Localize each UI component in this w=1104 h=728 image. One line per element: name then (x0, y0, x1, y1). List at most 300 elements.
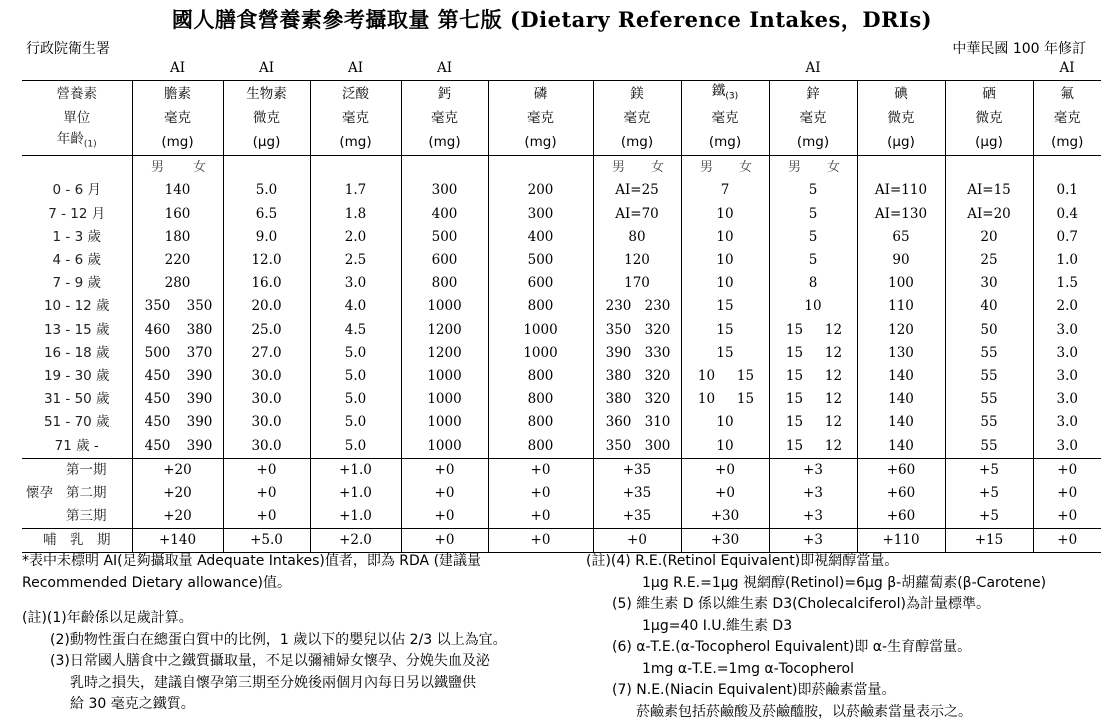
value-cell: +35 (593, 505, 681, 529)
nutrient-header: 鋅 (769, 81, 857, 108)
value-cell: 1000 (401, 434, 488, 458)
value-cell: +0 (593, 529, 681, 553)
ai-mark (945, 57, 1033, 81)
value-cell: 7 (681, 179, 769, 202)
unit-abbrev: (mg) (310, 129, 401, 156)
value-cell (593, 319, 681, 342)
ai-mark: AI (347, 60, 364, 76)
sex-value: 12 (824, 321, 843, 338)
sex-value: 390 (186, 367, 213, 384)
sex-value: 450 (144, 414, 171, 431)
sex-value: 380 (605, 391, 632, 408)
value-cell: 1000 (488, 342, 593, 365)
value-cell: +60 (857, 458, 945, 482)
value-cell: 3.0 (310, 272, 401, 295)
value-cell: 15 (681, 295, 769, 318)
value-cell: +0 (1033, 482, 1101, 505)
nutrient-header-label: 營養素 (22, 81, 132, 108)
footnote-line: 菸鹼素包括菸鹼酸及菸鹼醯胺，以菸鹼素當量表示之。 (636, 703, 972, 720)
value-cell: 15 (681, 319, 769, 342)
sex-value: 男 (150, 160, 164, 176)
value-cell: 1000 (401, 388, 488, 411)
table-row (22, 203, 1101, 226)
sex-value: 15 (785, 437, 804, 454)
table-row (22, 129, 1101, 156)
value-cell (593, 434, 681, 458)
value-cell: +0 (681, 482, 769, 505)
value-cell: +35 (593, 482, 681, 505)
table-row (22, 295, 1101, 318)
sex-value: 380 (605, 367, 632, 384)
value-cell: 200 (488, 179, 593, 202)
age-group: 10 - 12 歲 (43, 298, 110, 315)
value-cell: 0.1 (1033, 179, 1101, 202)
age-group: 7 - 12 月 (48, 205, 106, 222)
value-cell: 800 (488, 434, 593, 458)
value-cell: 3.0 (1033, 388, 1101, 411)
value-cell: 5 (769, 179, 857, 202)
value-cell: 3.0 (1033, 342, 1101, 365)
value-cell: +110 (857, 529, 945, 553)
nutrient-header: 泛酸 (310, 81, 401, 108)
value-cell: +0 (401, 458, 488, 482)
sex-value: 460 (144, 321, 171, 338)
value-cell: 800 (488, 365, 593, 388)
document-title: 國人膳食營養素參考攝取量 第七版 (Dietary Reference Intakes，DRIs) (171, 7, 933, 32)
value-cell: 2.0 (1033, 295, 1101, 318)
value-cell (310, 156, 401, 180)
age-header-label: 年齡$_{(1)}$ (22, 129, 132, 156)
value-cell: 5 (769, 249, 857, 272)
lactation-label: 哺 乳 期 (22, 529, 132, 553)
value-cell: 50 (945, 319, 1033, 342)
ai-mark (857, 57, 945, 81)
value-cell: 4.5 (310, 319, 401, 342)
value-cell (593, 295, 681, 318)
value-cell: 25 (945, 249, 1033, 272)
table-body (22, 57, 1101, 553)
value-cell: +0 (223, 505, 310, 529)
value-cell: 5.0 (223, 179, 310, 202)
value-cell: +5 (945, 458, 1033, 482)
value-cell: 3.0 (1033, 411, 1101, 434)
value-cell: +3 (769, 505, 857, 529)
pregnancy-stage (22, 505, 132, 529)
ai-mark (593, 57, 681, 81)
value-cell: +0 (401, 505, 488, 529)
value-cell: 800 (401, 272, 488, 295)
value-cell: 600 (488, 272, 593, 295)
value-cell: 400 (401, 203, 488, 226)
sex-value: 15 (736, 367, 755, 384)
sex-value: 15 (736, 391, 755, 408)
value-cell: 140 (857, 365, 945, 388)
sex-value: 女 (738, 160, 752, 176)
unit-header: 毫克 (488, 108, 593, 129)
value-cell: +0 (223, 458, 310, 482)
value-cell: +0 (1033, 529, 1101, 553)
nutrient-header: 磷 (488, 81, 593, 108)
sex-value: 320 (644, 391, 671, 408)
footnote-line: Recommended Dietary allowance)值。 (22, 574, 292, 591)
value-cell: 500 (401, 226, 488, 249)
pregnancy-stage (22, 482, 132, 505)
value-cell: 400 (488, 226, 593, 249)
value-cell: 10 (681, 249, 769, 272)
sex-value: 男 (787, 160, 801, 176)
value-cell: 140 (857, 434, 945, 458)
value-cell: 5.0 (310, 434, 401, 458)
value-cell: 10 (681, 411, 769, 434)
value-cell: +20 (132, 505, 223, 529)
footnote-line: (6) α-T.E.(α-Tocopherol Equivalent)即 α-生育醇當量。 (612, 639, 972, 655)
ai-mark: AI (1059, 60, 1075, 76)
unit-header: 微克 (857, 108, 945, 129)
value-cell: 20.0 (223, 295, 310, 318)
sex-value: 320 (644, 367, 671, 384)
sex-value: 500 (144, 344, 171, 361)
value-cell: +35 (593, 458, 681, 482)
sex-value: 360 (605, 414, 632, 431)
sex-label-cell (593, 156, 681, 180)
sex-value: 15 (785, 344, 804, 361)
value-cell: 2.5 (310, 249, 401, 272)
value-cell: +30 (681, 529, 769, 553)
table-row (22, 319, 1101, 342)
ai-mark: AI (258, 60, 275, 76)
value-cell (945, 156, 1033, 180)
ai-mark: AI (436, 60, 453, 76)
unit-abbrev: (mg) (1033, 129, 1101, 156)
value-cell: 30.0 (223, 365, 310, 388)
value-cell: 1000 (401, 411, 488, 434)
unit-abbrev: (mg) (681, 129, 769, 156)
age-group: 1 - 3 歲 (52, 228, 101, 245)
sex-value: 380 (186, 321, 213, 338)
value-cell: 1000 (488, 319, 593, 342)
age-group: 51 - 70 歲 (43, 414, 110, 431)
footnote-line: (註)(4) R.E.(Retinol Equivalent)即視網醇當量。 (586, 553, 899, 569)
value-cell: 180 (132, 226, 223, 249)
value-cell: 1.0 (1033, 249, 1101, 272)
table-row (22, 81, 1101, 108)
value-cell: 30.0 (223, 388, 310, 411)
value-cell (132, 388, 223, 411)
table-row (22, 388, 1101, 411)
value-cell: 800 (488, 411, 593, 434)
sex-value: 350 (605, 321, 632, 338)
nutrient-header: 碘 (857, 81, 945, 108)
value-cell: +60 (857, 505, 945, 529)
value-cell: 10 (681, 434, 769, 458)
age-group: 4 - 6 歲 (52, 252, 101, 269)
age-group: 0 - 6 月 (52, 182, 101, 199)
table-row (22, 411, 1101, 434)
table-row (22, 505, 1101, 529)
value-cell: 600 (401, 249, 488, 272)
value-cell (593, 388, 681, 411)
nutrient-header: 鈣 (401, 81, 488, 108)
value-cell: +5.0 (223, 529, 310, 553)
nutrient-header: 氟 (1033, 81, 1101, 108)
value-cell: AI=15 (945, 179, 1033, 202)
value-cell (1033, 156, 1101, 180)
value-cell (857, 156, 945, 180)
value-cell: 170 (593, 272, 681, 295)
table-row (22, 156, 1101, 180)
unit-abbrev: (μg) (945, 129, 1033, 156)
value-cell: 110 (857, 295, 945, 318)
revision-date: 中華民國 100 年修訂 (952, 41, 1086, 57)
unit-header: 毫克 (769, 108, 857, 129)
value-cell: +20 (132, 482, 223, 505)
value-cell: 280 (132, 272, 223, 295)
sex-value: 女 (192, 160, 206, 176)
sex-label-cell (681, 156, 769, 180)
notes-right (586, 551, 1046, 723)
sex-value: 10 (697, 367, 716, 384)
value-cell: 120 (593, 249, 681, 272)
value-cell: 10 (681, 272, 769, 295)
value-cell: 3.0 (1033, 434, 1101, 458)
value-cell: 0.7 (1033, 226, 1101, 249)
value-cell: 55 (945, 388, 1033, 411)
value-cell: 55 (945, 434, 1033, 458)
sex-value: 女 (650, 160, 664, 176)
value-cell: +60 (857, 482, 945, 505)
value-cell: 100 (857, 272, 945, 295)
table-row (22, 272, 1101, 295)
value-cell: +1.0 (310, 458, 401, 482)
sex-value: 390 (605, 344, 632, 361)
value-cell (769, 342, 857, 365)
age-group: 16 - 18 歲 (43, 344, 110, 361)
sex-value: 12 (824, 437, 843, 454)
value-cell: 1.7 (310, 179, 401, 202)
value-cell (132, 295, 223, 318)
sex-value: 10 (697, 391, 716, 408)
footnote-line: (5) 維生素 D 係以維生素 D3(Cholecalciferol)為計量標準。 (612, 596, 990, 612)
ai-mark (681, 57, 769, 81)
unit-header: 毫克 (310, 108, 401, 129)
sex-value: 男 (699, 160, 713, 176)
unit-abbrev: (mg) (401, 129, 488, 156)
sex-value: 450 (144, 391, 171, 408)
table-row (22, 342, 1101, 365)
value-cell: 160 (132, 203, 223, 226)
sex-value: 450 (144, 367, 171, 384)
stage-label: 第一期 (66, 461, 107, 478)
value-cell: 140 (857, 411, 945, 434)
dri-table (22, 57, 1101, 553)
value-cell: 2.0 (310, 226, 401, 249)
value-cell: 25.0 (223, 319, 310, 342)
value-cell: +0 (488, 482, 593, 505)
unit-abbrev: (μg) (857, 129, 945, 156)
age-group: 31 - 50 歲 (43, 391, 110, 408)
value-cell (401, 156, 488, 180)
value-cell: 30.0 (223, 411, 310, 434)
footnote-line: 乳時之損失，建議自懷孕第三期至分娩後兩個月內每日另以鐵鹽供 (70, 674, 476, 691)
value-cell: +5 (945, 482, 1033, 505)
value-cell: 12.0 (223, 249, 310, 272)
unit-header: 毫克 (401, 108, 488, 129)
age-group: 13 - 15 歲 (43, 321, 110, 338)
value-cell: +20 (132, 458, 223, 482)
sex-value: 230 (605, 298, 632, 315)
value-cell: 8 (769, 272, 857, 295)
value-cell (681, 388, 769, 411)
value-cell (769, 411, 857, 434)
sex-value: 330 (644, 344, 671, 361)
value-cell: 500 (488, 249, 593, 272)
value-cell: 90 (857, 249, 945, 272)
value-cell: +0 (488, 458, 593, 482)
sex-value: 15 (785, 321, 804, 338)
sex-value: 12 (824, 391, 843, 408)
issuer: 行政院衛生署 (26, 41, 110, 57)
sex-value: 15 (785, 391, 804, 408)
value-cell: 1200 (401, 342, 488, 365)
footnote-line: 1μg R.E.=1μg 視網醇(Retinol)=6μg β-胡蘿蔔素(β-Carotene) (642, 574, 1047, 591)
sex-value: 390 (186, 414, 213, 431)
value-cell (132, 365, 223, 388)
value-cell: 300 (488, 203, 593, 226)
value-cell: 5.0 (310, 388, 401, 411)
value-cell (132, 342, 223, 365)
footnote-line: 給 30 毫克之鐵質。 (70, 696, 195, 712)
footnote-line: (註)(1)年齡係以足歲計算。 (22, 610, 193, 626)
value-cell (223, 156, 310, 180)
value-cell: 6.5 (223, 203, 310, 226)
value-cell: AI=70 (593, 203, 681, 226)
value-cell: 130 (857, 342, 945, 365)
table-row (22, 57, 1101, 81)
unit-abbrev: (mg) (769, 129, 857, 156)
value-cell: 3.0 (1033, 319, 1101, 342)
sex-label-cell (132, 156, 223, 180)
nutrient-header: 硒 (945, 81, 1033, 108)
unit-abbrev: (mg) (488, 129, 593, 156)
nutrient-header: 生物素 (223, 81, 310, 108)
footnote-line: 1μg=40 I.U.維生素 D3 (642, 617, 793, 634)
sex-value: 310 (644, 414, 671, 431)
table-row (22, 179, 1101, 202)
footnote-line: (7) N.E.(Niacin Equivalent)即菸鹼素當量。 (612, 682, 896, 698)
value-cell (132, 319, 223, 342)
table-row (22, 365, 1101, 388)
sex-value: 370 (186, 344, 213, 361)
sex-value: 320 (644, 321, 671, 338)
value-cell (132, 434, 223, 458)
value-cell: 140 (857, 388, 945, 411)
value-cell: 10 (681, 203, 769, 226)
value-cell (593, 411, 681, 434)
table-row (22, 249, 1101, 272)
value-cell: 10 (769, 295, 857, 318)
unit-abbrev: (mg) (593, 129, 681, 156)
value-cell: 0.4 (1033, 203, 1101, 226)
unit-abbrev: (μg) (223, 129, 310, 156)
value-cell: +5 (945, 505, 1033, 529)
value-cell: 15 (681, 342, 769, 365)
value-cell: 30.0 (223, 434, 310, 458)
sex-value: 12 (824, 344, 843, 361)
nutrient-header: 膽素 (132, 81, 223, 108)
value-cell: 5 (769, 203, 857, 226)
value-cell: +1.0 (310, 482, 401, 505)
footnote-line: *表中未標明 AI(足夠攝取量 Adequate Intakes)值者，即為 RDA (建議量 (22, 553, 482, 569)
unit-header: 毫克 (1033, 108, 1101, 129)
pregnancy-stage (22, 458, 132, 482)
value-cell (593, 365, 681, 388)
footnote-line: (3)日常國人膳食中之鐵質攝取量，不足以彌補婦女懷孕、分娩失血及泌 (50, 653, 490, 669)
value-cell: 10 (681, 226, 769, 249)
sex-label-cell (769, 156, 857, 180)
value-cell (769, 319, 857, 342)
age-group: 7 - 9 歲 (52, 275, 101, 292)
unit-abbrev: (mg) (132, 129, 223, 156)
value-cell: 40 (945, 295, 1033, 318)
footnote-line: (2)動物性蛋白在總蛋白質中的比例，1 歲以下的嬰兒以佔 2/3 以上為宜。 (50, 631, 507, 648)
age-group: 19 - 30 歲 (43, 367, 110, 384)
value-cell: AI=110 (857, 179, 945, 202)
row-label-cell (22, 57, 132, 81)
pregnancy-label: 懷孕 (26, 484, 53, 501)
value-cell: 55 (945, 365, 1033, 388)
ai-mark: AI (169, 60, 186, 76)
value-cell: 65 (857, 226, 945, 249)
value-cell: 120 (857, 319, 945, 342)
value-cell: +0 (401, 529, 488, 553)
value-cell: +0 (681, 458, 769, 482)
value-cell: 55 (945, 342, 1033, 365)
value-cell (488, 156, 593, 180)
sex-value: 男 (611, 160, 625, 176)
value-cell: 5.0 (310, 365, 401, 388)
value-cell: +0 (401, 482, 488, 505)
age-group: 71 歲 - (22, 434, 132, 458)
unit-header: 毫克 (593, 108, 681, 129)
value-cell: +1.0 (310, 505, 401, 529)
value-cell: 4.0 (310, 295, 401, 318)
table-row (22, 434, 1101, 458)
value-cell: +2.0 (310, 529, 401, 553)
value-cell: +0 (1033, 505, 1101, 529)
unit-header: 微克 (223, 108, 310, 129)
sex-value: 450 (144, 437, 171, 454)
sex-value: 390 (186, 437, 213, 454)
value-cell: +30 (681, 505, 769, 529)
value-cell (769, 388, 857, 411)
table-row (22, 482, 1101, 505)
footnote-line: 1mg α-T.E.=1mg α-Tocopherol (642, 660, 854, 677)
stage-label: 第二期 (66, 484, 107, 501)
sex-value: 300 (644, 437, 671, 454)
value-cell: 800 (488, 295, 593, 318)
value-cell: +0 (223, 482, 310, 505)
value-cell (769, 365, 857, 388)
sex-value: 350 (144, 298, 171, 315)
ai-mark (488, 57, 593, 81)
value-cell (769, 434, 857, 458)
sex-value: 15 (785, 367, 804, 384)
nutrient-header: 鎂 (593, 81, 681, 108)
value-cell: +0 (488, 529, 593, 553)
value-cell: 1.8 (310, 203, 401, 226)
value-cell: +15 (945, 529, 1033, 553)
value-cell: +3 (769, 529, 857, 553)
